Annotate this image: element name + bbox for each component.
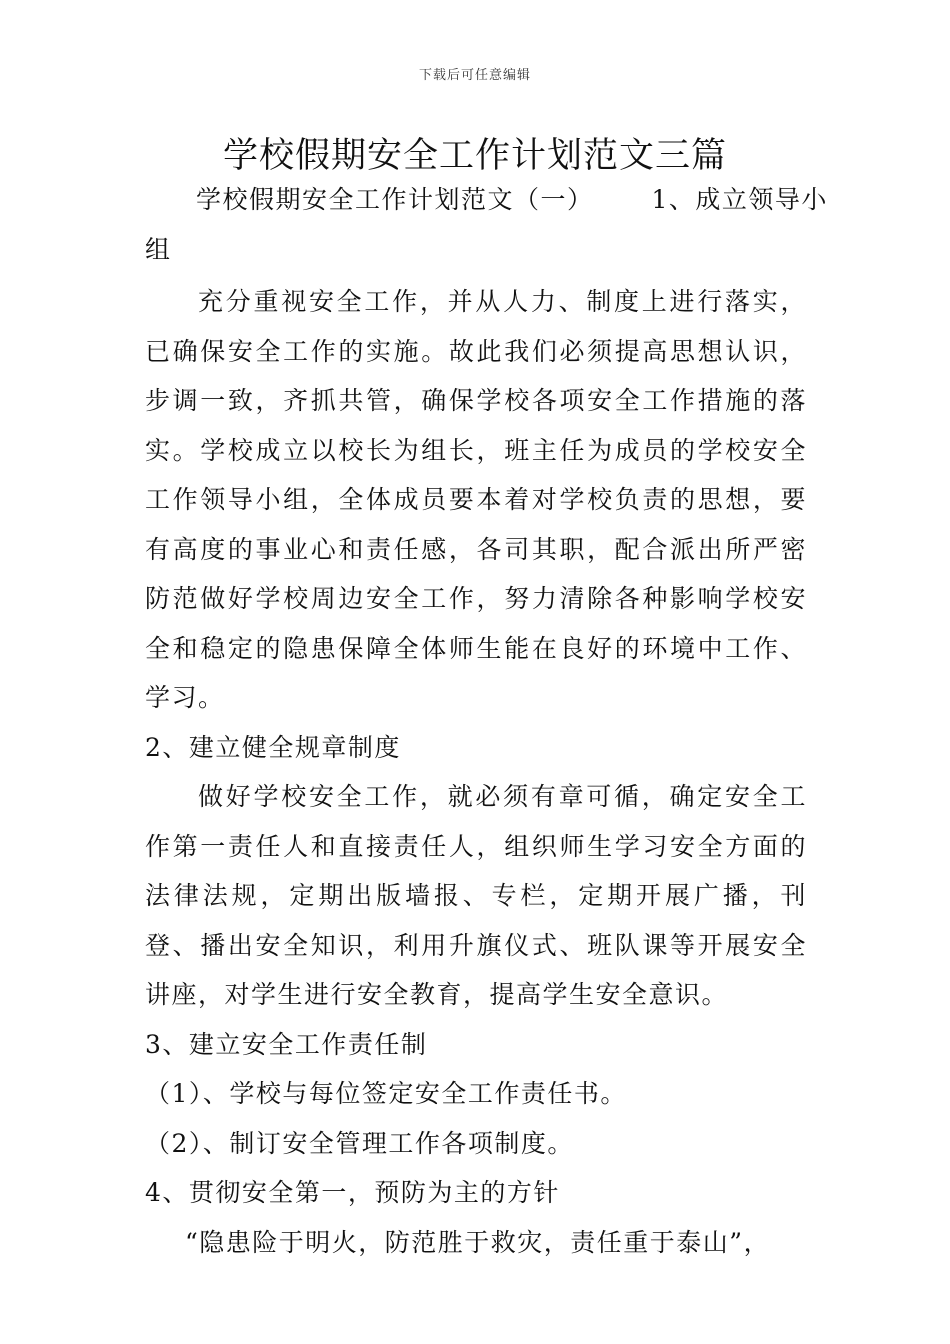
- subtitle-line: [145, 175, 828, 225]
- section-2-paragraph: 做好学校安全工作，就必须有章可循，确定安全工作第一责任人和直接责任人，组织师生学习安全方面的法律法规，定期出版墙报、专栏，定期开展广播，刊登、播出安全知识，利用升旗仪式、班队课等开展安全讲座，对学生进行安全教育，提高学生安全意识。: [145, 782, 807, 1009]
- section-4-heading: 4、贯彻安全第一，预防为主的方针: [145, 1178, 560, 1207]
- section-3-heading: 3、建立安全工作责任制: [145, 1029, 428, 1059]
- section-1-heading: 1、成立领导小: [651, 185, 828, 214]
- section-4-paragraph: “隐患险于明火，防范胜于救灾，责任重于泰山”，: [185, 1227, 771, 1257]
- section-1-paragraph: 充分重视安全工作，并从人力、制度上进行落实，已确保安全工作的实施。故此我们必须提高思想认识，步调一致，齐抓共管，确保学校各项安全工作措施的落实。学校成立以校长为组长，班主任为成员的学校安全工作领导小组，全体成员要本着对学校负责的思想，要有高度的事业心和责任感，各司其职，配合派出所严密防范做好学校周边安全工作，努力清除各种影响学校安全和稳定的隐患保障全体师生能在良好的环境中工作、学习。: [145, 287, 807, 712]
- section-1-heading-wrap: 组: [145, 234, 172, 264]
- section-3-item-2: （2）、制订安全管理工作各项制度。: [145, 1128, 574, 1158]
- section-2-heading: 2、建立健全规章制度: [145, 732, 401, 762]
- document-body: [145, 175, 828, 1267]
- section-3-item-1: （1）、学校与每位签定安全工作责任书。: [145, 1079, 627, 1108]
- document-subtitle: 学校假期安全工作计划范文（一）: [196, 185, 594, 214]
- document-title: 学校假期安全工作计划范文三篇: [222, 136, 727, 176]
- page-header-note: 下载后可任意编辑: [418, 68, 531, 83]
